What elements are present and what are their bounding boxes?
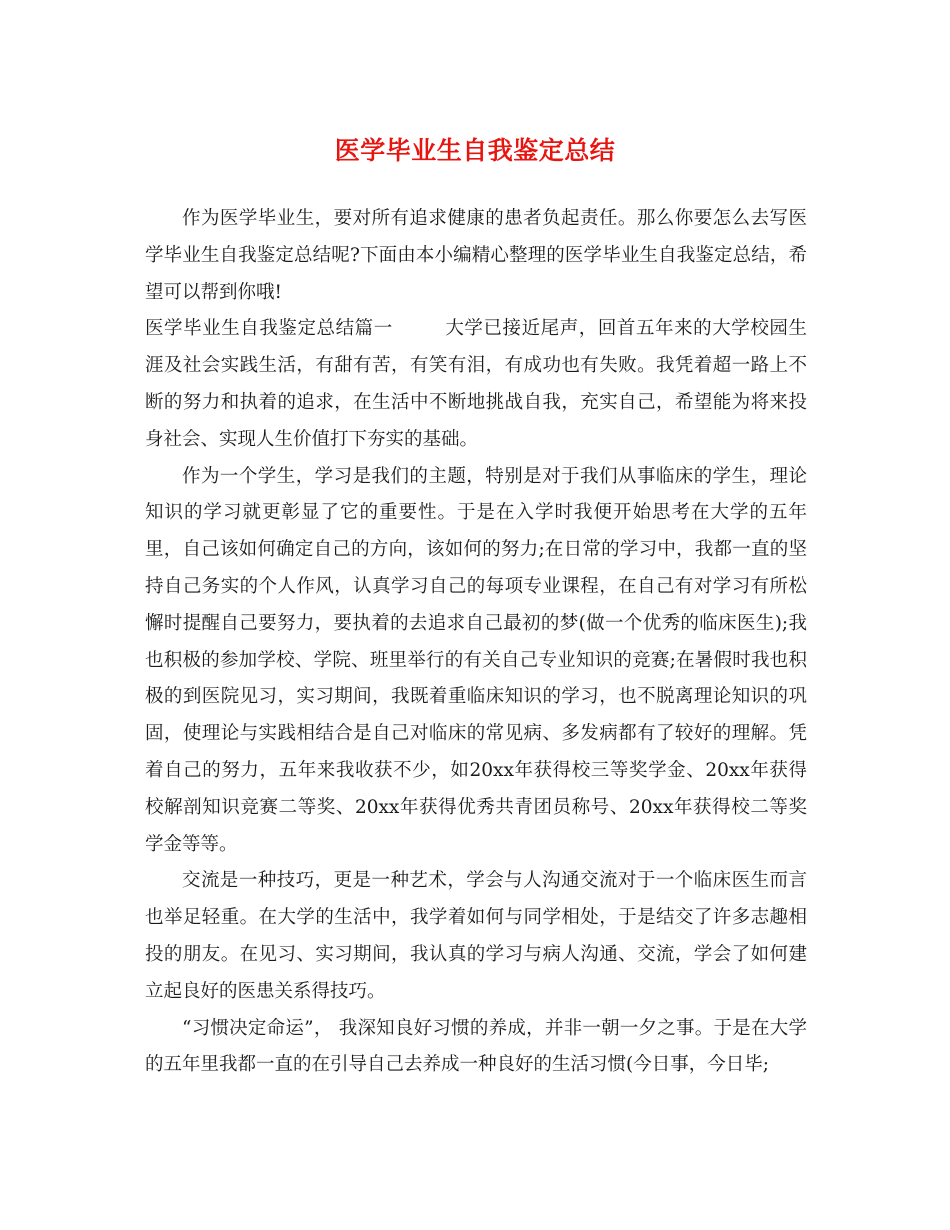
study-paragraph: 作为一个学生，学习是我们的主题，特别是对于我们从事临床的学生，理论知识的学习就更彰显了它的重要性。于是在入学时我便开始思考在大学的五年里，自己该如何确定自己的方向，该如何的努力;在日常的学习中，我都一直的坚持自己务实的个人作风，认真学习自己的每项专业课程，在自己有对学习有所松懈时提醒自己要努力，要执着的去追求自己最初的梦(做一个优秀的临床医生);我也积极的参加学校、学院、班里举行的有关自己专业知识的竞赛;在暑假时我也积极的到医院见习，实习期间，我既着重临床知识的学习，也不脱离理论知识的巩固，使理论与实践相结合是自己对临床的常见病、多发病都有了较好的理解。凭着自己的努力，五年来我收获不少，如20xx年获得校三等奖学金、20xx年获得校解剖知识竞赛二等奖、20xx年获得优秀共青团员称号、20xx年获得校二等奖学金等等。 (145, 465, 807, 855)
intro-paragraph: 作为医学毕业生，要对所有追求健康的患者负起责任。那么你要怎么去写医学毕业生自我鉴定总结呢?下面由本小编精心整理的医学毕业生自我鉴定总结，希望可以帮到你哦! (145, 208, 807, 303)
communication-paragraph: 交流是一种技巧，更是一种艺术，学会与人沟通交流对于一个临床医生而言也举足轻重。在大学的生活中，我学着如何与同学相处，于是结交了许多志趣相投的朋友。在见习、实习期间，我认真的学习与病人沟通、交流，学会了如何建立起良好的医患关系得技巧。 (145, 870, 807, 1002)
document-title: 医学毕业生自我鉴定总结 (334, 136, 616, 165)
section-one-heading: 医学毕业生自我鉴定总结篇一 (145, 318, 393, 340)
section-one-paragraph (145, 311, 807, 458)
section-one-text: 大学已接近尾声，回首五年来的大学校园生涯及社会实践生活，有甜有苦，有笑有泪，有成功也有失败。我凭着超一路上不断的努力和执着的追求，在生活中不断地挑战自我，充实自己，希望能为将来投身社会、实现人生价值打下夯实的基础。 (145, 318, 807, 450)
habit-paragraph: “习惯决定命运”， 我深知良好习惯的养成，并非一朝一夕之事。于是在大学的五年里我都一直的在引导自己去养成一种良好的生活习惯(今日事，今日毕; (145, 1017, 807, 1076)
document-body (145, 201, 807, 1084)
